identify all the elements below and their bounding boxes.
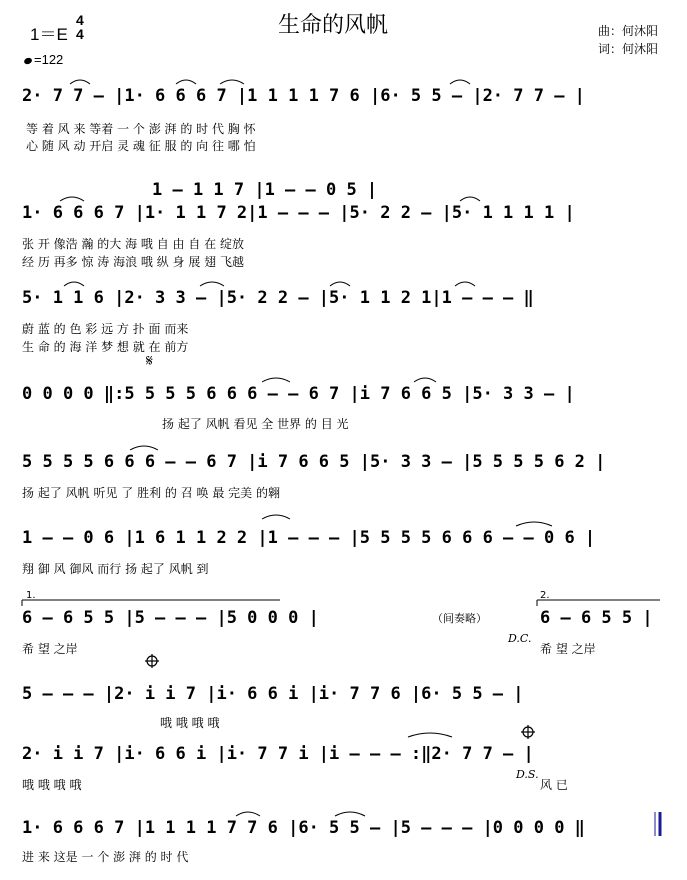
song-title: 生命的风帆	[278, 13, 389, 38]
coda-icon	[145, 654, 159, 668]
notation-line-2: 1· 6 6 6 7 |1· 1 1 7 2|1 – – – |5· 2 2 – |5· 1 1 1 1 |	[22, 203, 575, 223]
notation-line-6: 1 – – 0 6 |1 6 1 1 2 2 |1 – – – |5 5 5 5 6 6 6 – – 0 6 |	[22, 528, 596, 548]
interlude-note: （间奏略）	[432, 612, 487, 625]
key-signature: 1＝E	[30, 25, 68, 44]
svg-text:2.: 2.	[540, 590, 550, 601]
lyrics-line-7-end: 希 望 之岸	[540, 642, 596, 656]
notation-line-3: 5· 1 1 6 |2· 3 3 – |5· 2 2 – |5· 1 1 2 1|1 – – – ‖	[22, 288, 534, 308]
lyrics-line-4: 扬 起了 风帆 看见 全 世界 的 目 光	[162, 417, 349, 431]
lyrics-line-10: 进 来 这是 一 个 澎 湃 的 时 代	[22, 850, 189, 864]
svg-text:𝄋: 𝄋	[146, 351, 153, 370]
notation-line-7-end: 6 – 6 5 5 |	[540, 608, 653, 628]
lyrics-line-1-verse-2: 心 随 风 动 开启 灵 魂 征 服 的 向 往 哪 怕	[26, 139, 256, 153]
lyrics-line-2-verse-2: 经 历 再多 惊 涛 海浪 哦 纵 身 展 翅 飞越	[22, 255, 244, 269]
lyrics-line-2-verse-1: 张 开 像浩 瀚 的大 海 哦 自 由 自 在 绽放	[22, 237, 244, 251]
lyrics-line-7: 希 望 之岸	[22, 642, 78, 656]
notation-line-4: 0 0 0 0 ‖:5 5 5 5 6 6 6 – – 6 7 |i 7 6 6 5 |5· 3 3 – |	[22, 384, 575, 404]
notation-line-7: 6 – 6 5 5 |5 – – – |5 0 0 0 |	[22, 608, 319, 628]
volta-bracket-2	[537, 590, 660, 606]
ties	[60, 80, 552, 816]
lyrics-line-9-end: 风 已	[540, 778, 568, 792]
notation-line-2-alt: 1 – 1 1 7 |1 – – 0 5 |	[152, 180, 378, 200]
notation-line-1: 2· 7 7 – |1· 6 6 6 7 |1 1 1 1 7 6 |6· 5 5 – |2· 7 7 – |	[22, 86, 585, 106]
composer-credit: 曲：何沐阳	[598, 24, 659, 38]
segno-icon	[146, 351, 153, 370]
svg-text:1.: 1.	[26, 590, 36, 601]
coda-icon	[521, 725, 535, 739]
tempo-marking: =122	[24, 52, 63, 67]
volta-bracket-1	[22, 590, 280, 606]
time-signature: 4 4	[76, 12, 84, 42]
lyrics-line-3-verse-1: 蔚 蓝 的 色 彩 远 方 扑 面 而来	[22, 322, 189, 336]
notation-line-10: 1· 6 6 6 7 |1 1 1 1 7 7 6 |6· 5 5 – |5 – – – |0 0 0 0 ‖	[22, 818, 585, 838]
lyrics-line-3-verse-2: 生 命 的 海 洋 梦 想 就 在 前方	[22, 340, 189, 354]
notation-line-9: 2· i i 7 |i· 6 6 i |i· 7 7 i |i – – – :‖2· 7 7 – |	[22, 744, 534, 764]
final-barline	[655, 812, 660, 836]
lyrics-line-8: 哦 哦 哦 哦	[160, 716, 220, 730]
ds-marking: D.S.	[516, 768, 539, 781]
lyricist-credit: 词：何沐阳	[598, 42, 659, 56]
lyrics-line-6: 翔 御 风 御风 而行 扬 起了 风帆 到	[22, 562, 209, 576]
lyrics-line-5: 扬 起了 风帆 听见 了 胜利 的 召 唤 最 完美 的翱	[22, 486, 280, 500]
dc-marking: D.C.	[508, 632, 532, 645]
lyrics-line-9: 哦 哦 哦 哦	[22, 778, 82, 792]
notation-line-5: 5 5 5 5 6 6 6 – – 6 7 |i 7 6 6 5 |5· 3 3 – |5 5 5 5 6 2 |	[22, 452, 606, 472]
notation-line-8: 5 – – – |2· i i 7 |i· 6 6 i |i· 7 7 6 |6· 5 5 – |	[22, 684, 524, 704]
lyrics-line-1-verse-1: 等 着 风 来 等着 一 个 澎 湃 的 时 代 胸 怀	[26, 122, 256, 136]
